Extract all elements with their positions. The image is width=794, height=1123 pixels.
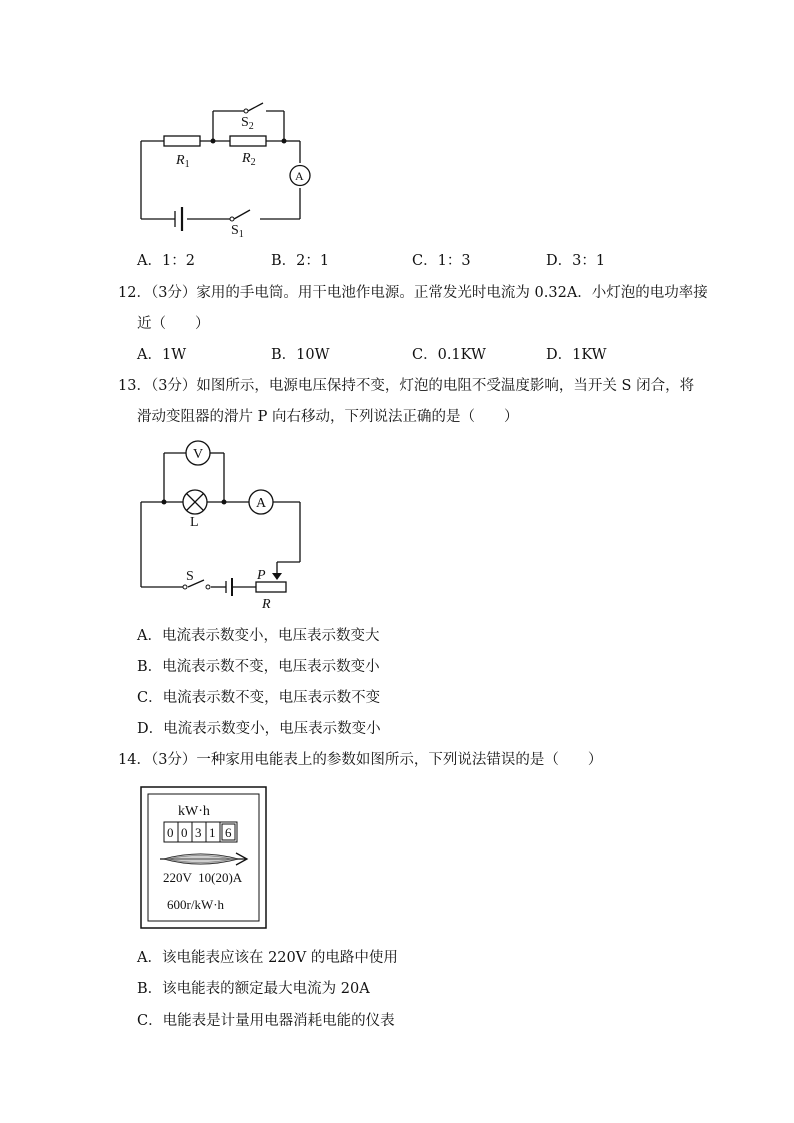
q11-option-a: A．1：2 xyxy=(137,253,195,269)
q13-option-b: B．电流表示数不变，电压表示数变小 xyxy=(137,659,380,675)
meter-rating: 220V 10(20)A xyxy=(163,870,243,885)
q12-text-line2: 近（ ） xyxy=(137,316,210,332)
meter-constant: 600r/kW·h xyxy=(167,897,225,912)
label-s1: $S_1$ xyxy=(231,223,244,240)
q12-option-b: B．10W xyxy=(271,347,330,363)
meter-digit-2: 0 xyxy=(181,825,188,840)
q12-option-a: A．1W xyxy=(137,347,187,363)
lamp-label: L xyxy=(190,515,199,530)
rheostat-label: R xyxy=(262,597,271,612)
slider-label: P xyxy=(257,568,266,583)
q14-option-a: A．该电能表应该在 220V 的电路中使用 xyxy=(137,950,398,966)
q13-text-line2: 滑动变阻器的滑片 P 向右移动，下列说法正确的是（ ） xyxy=(137,409,519,425)
circuit-diagram-q13 xyxy=(0,430,794,620)
q13-option-d: D．电流表示数变小，电压表示数变小 xyxy=(137,721,381,737)
circuit-diagram-q11 xyxy=(0,0,794,280)
label-s2: $S_2$ xyxy=(241,115,254,132)
q14-text-line1: 14．（3分）一种家用电能表上的参数如图所示，下列说法错误的是（ ） xyxy=(118,752,603,768)
q13-option-a: A．电流表示数变小，电压表示数变大 xyxy=(137,628,380,644)
label-r2: $R_2$ xyxy=(242,151,256,168)
q13-text-line1: 13．（3分）如图所示，电源电压保持不变，灯泡的电阻不受温度影响，当开关 S 闭合，将 xyxy=(118,378,695,394)
q11-option-d: D．3：1 xyxy=(546,253,606,269)
q13-option-c: C．电流表示数不变，电压表示数不变 xyxy=(137,690,381,706)
q12-option-d: D．1KW xyxy=(546,347,607,363)
meter-digit-5: 6 xyxy=(225,825,232,840)
q12-option-c: C．0.1KW xyxy=(412,347,486,363)
meter-digit-3: 3 xyxy=(195,825,202,840)
q11-option-b: B．2：1 xyxy=(271,253,330,269)
q12-text-line1: 12．（3分）家用的手电筒。用干电池作电源。正常发光时电流为 0.32A．小灯泡的电功率接 xyxy=(118,285,708,301)
switch-label: S xyxy=(186,569,194,584)
ammeter-label: A xyxy=(295,169,304,183)
meter-digit-1: 0 xyxy=(167,825,174,840)
q11-option-c: C．1：3 xyxy=(412,253,471,269)
q14-option-b: B．该电能表的额定最大电流为 20A xyxy=(137,981,370,997)
meter-digit-4: 1 xyxy=(209,825,216,840)
label-r1: $R_1$ xyxy=(176,153,190,170)
q14-option-c: C．电能表是计量用电器消耗电能的仪表 xyxy=(137,1013,395,1029)
meter-unit: kW·h xyxy=(178,804,210,819)
ammeter-label: A xyxy=(256,496,267,511)
energy-meter-diagram xyxy=(0,780,794,940)
voltmeter-label: V xyxy=(193,447,204,462)
